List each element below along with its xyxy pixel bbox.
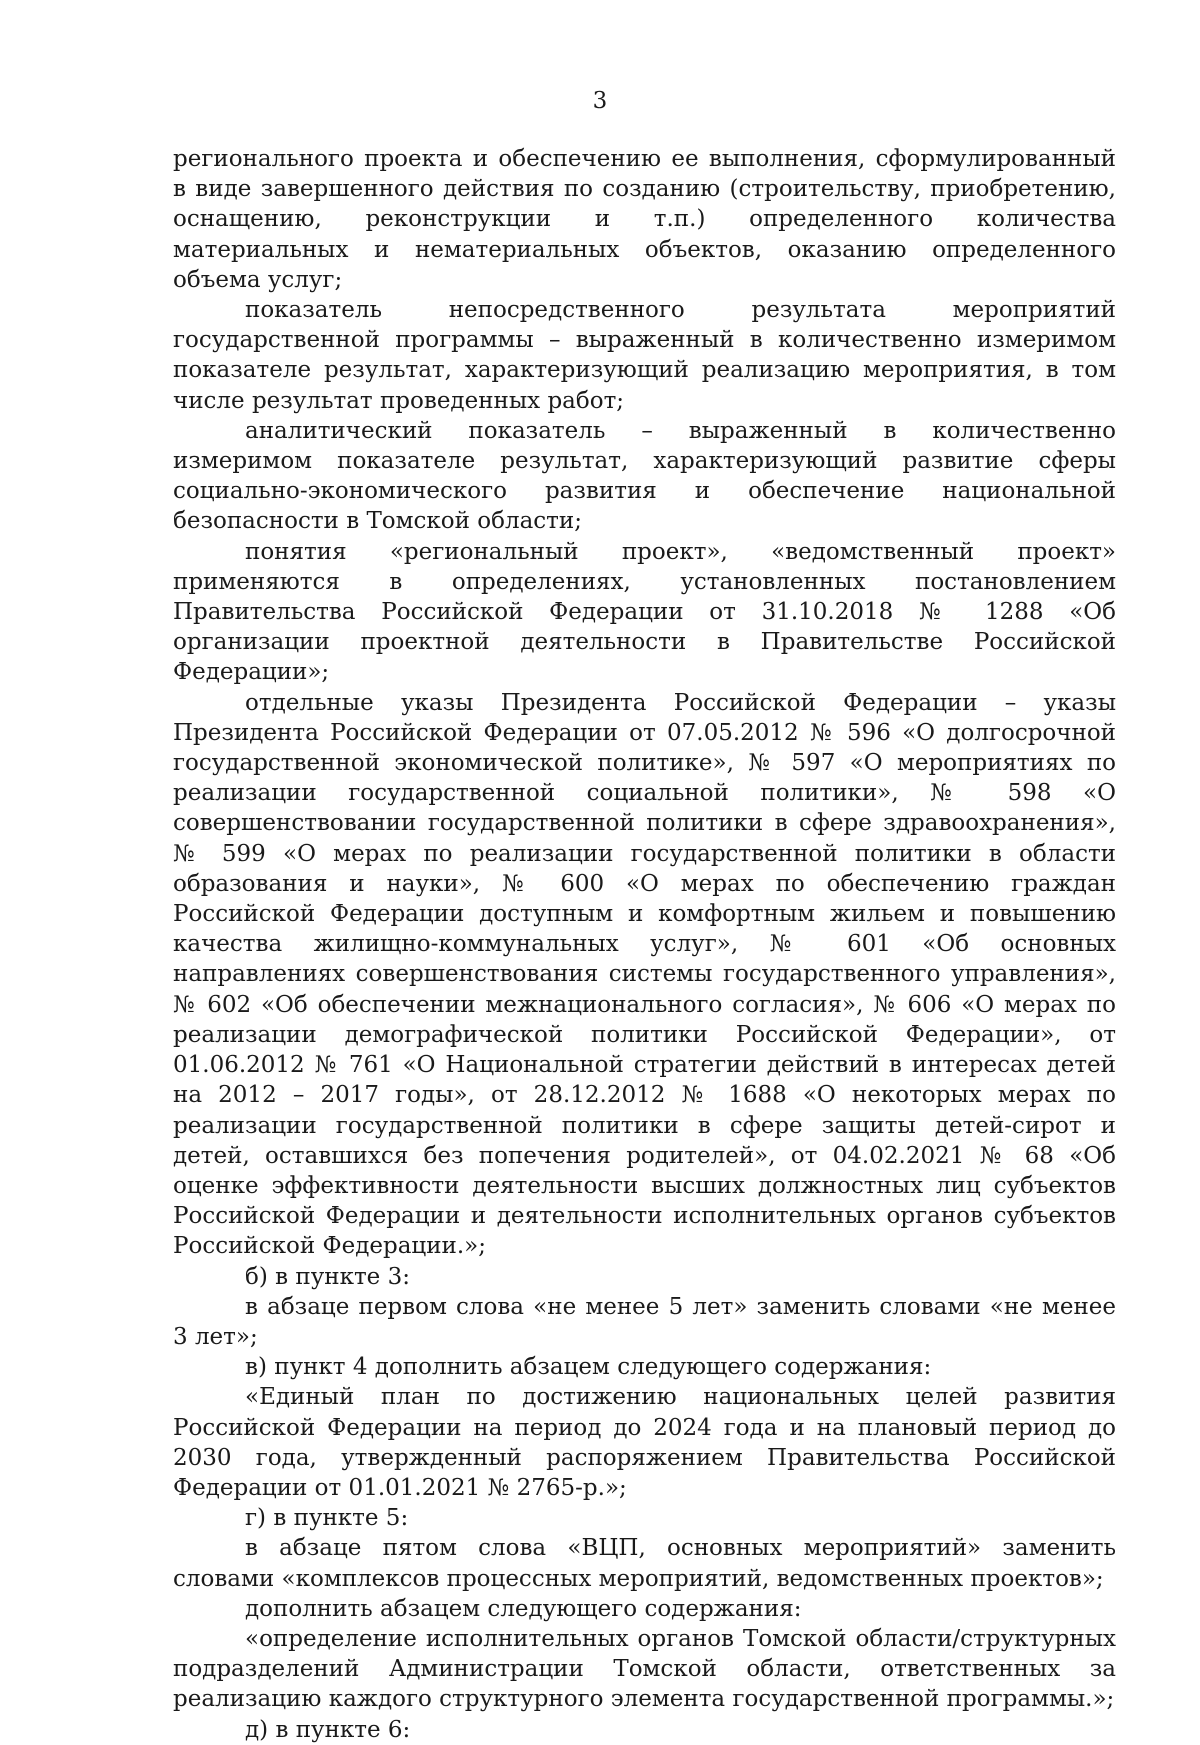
page-number: 3 [592, 88, 608, 114]
paragraph-project-concepts: понятия «региональный проект», «ведомственный проект» применяются в определениях, установленных постановлением Правительства Российской Федерации от 31.10.2018 № 1288 «Об организации проектной деятельности в Правительстве Российской Федерации»; [173, 538, 1116, 686]
paragraph-item-b-change: в абзаце первом слова «не менее 5 лет» заменить словами «не менее 3 лет»; [173, 1293, 1116, 1350]
paragraph-presidential-decrees: отдельные указы Президента Российской Федерации – указы Президента Российской Федерации от 07.05.2012 № 596 «О долгосрочной государственной экономической политике», № 597 «О мероприятиях по реализации государственной социальной политики», № 598 «О совершенствовании государственной политики в сфере здравоохранения», № 599 «О мерах по реализации государственной политики в области образования и науки», № 600 «О мерах по обеспечению граждан Российской Федерации доступным и комфортным жильем и повышению качества жилищно-коммунальных услуг», № 601 «Об основных направлениях совершенствования системы государственного управления», № 602 «Об обеспечении межнационального согласия», № 606 «О мерах по реализации демографической политики Российской Федерации», от 01.06.2012 № 761 «О Национальной стратегии действий в интересах детей на 2012 – 2017 годы», от 28.12.2012 № 1688 «О некоторых мерах по реализации государственной политики в сфере защиты детей-сирот и детей, оставшихся без попечения родителей», от 04.02.2021 № 68 «Об оценке эффективности деятельности высших должностных лиц субъектов Российской Федерации и деятельности исполнительных органов субъектов Российской Федерации.»; [173, 689, 1116, 1260]
paragraph-item-g: г) в пункте 5: [245, 1505, 409, 1532]
paragraph-add-clause: дополнить абзацем следующего содержания: [245, 1595, 802, 1622]
paragraph-item-d: д) в пункте 6: [245, 1716, 411, 1743]
paragraph-unified-plan: «Единый план по достижению национальных целей развития Российской Федерации на период до 2024 года и на плановый период до 2030 года, утвержденный распоряжением Правительства Российской Федерации от 01.01.2021 № 2765-р.»; [173, 1384, 1116, 1501]
paragraph-item-v: в) пункт 4 дополнить абзацем следующего содержания: [245, 1354, 932, 1381]
document-body [173, 144, 1116, 1745]
paragraph-item-b: б) в пункте 3: [245, 1263, 410, 1290]
paragraph-direct-result-indicator: показатель непосредственного результата мероприятий государственной программы – выраженный в количественно измеримом показателе результат, характеризующий реализацию мероприятия, в том числе результат проведенных работ; [173, 297, 1116, 414]
paragraph-executive-bodies: «определение исполнительных органов Томской области/структурных подразделений Администрации Томской области, ответственных за реализацию каждого структурного элемента государственной программы.»; [173, 1625, 1116, 1713]
paragraph-analytical-indicator: аналитический показатель – выраженный в количественно измеримом показателе результат, характеризующий развитие сферы социально-экономического развития и обеспечение национальной безопасности в Томской области; [173, 417, 1116, 535]
paragraph-result-definition-continued: регионального проекта и обеспечению ее выполнения, сформулированный в виде завершенного действия по созданию (строительству, приобретению, оснащению, реконструкции и т.п.) определенного количества материальных и нематериальных объектов, оказанию определенного объема услуг; [173, 146, 1116, 293]
paragraph-item-g-change: в абзаце пятом слова «ВЦП, основных мероприятий» заменить словами «комплексов процессных мероприятий, ведомственных проектов»; [173, 1535, 1116, 1592]
